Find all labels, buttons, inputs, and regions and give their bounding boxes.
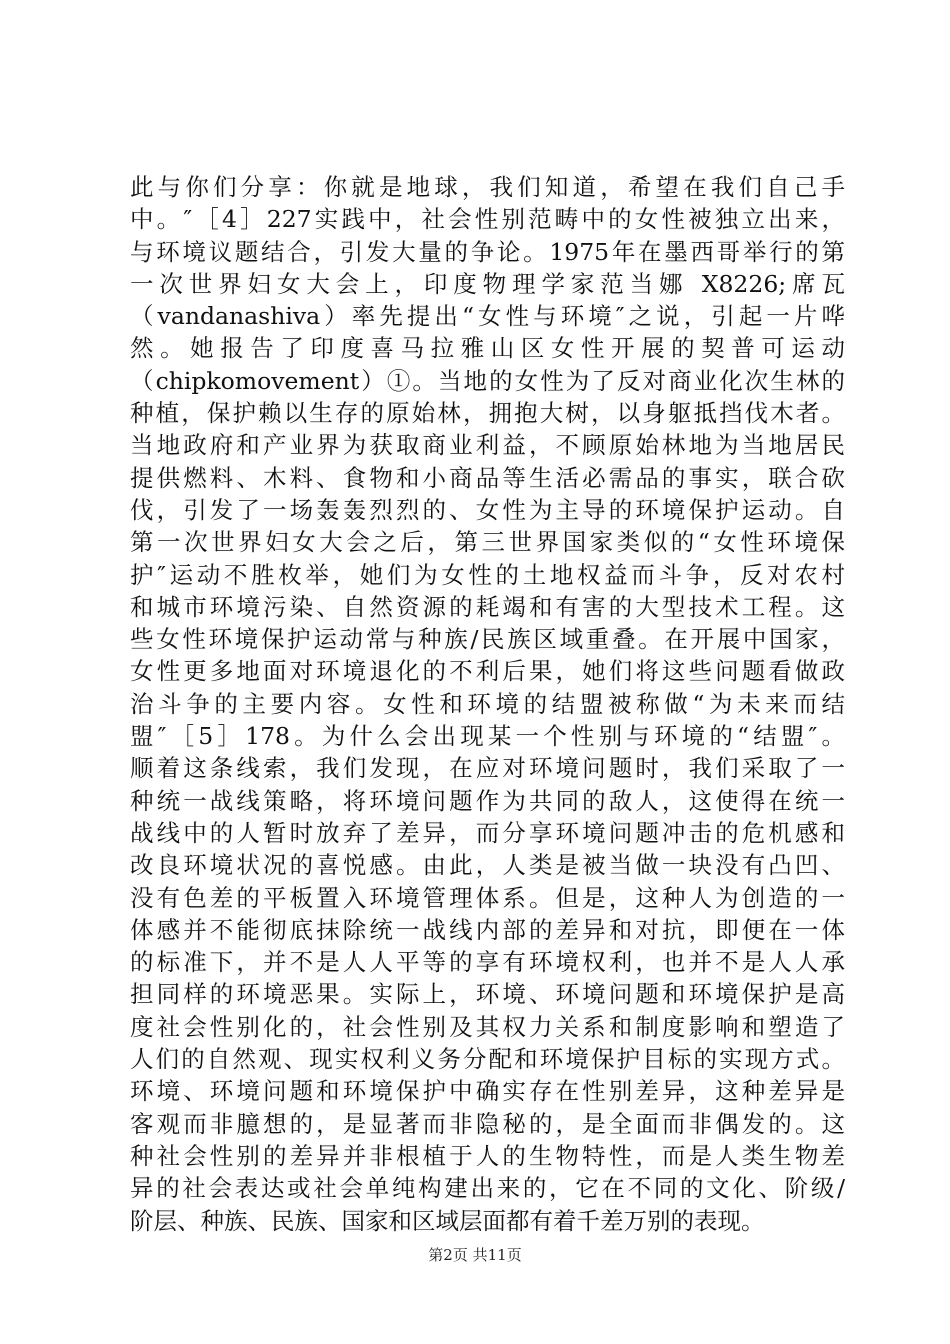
text-line: 此与你们分享：你就是地球，我们知道，希望在我们自己手 xyxy=(130,173,845,201)
page-footer xyxy=(0,1245,950,1265)
text-line: 体感并不能彻底抹除统一战线内部的差异和对抗，即便在一体 xyxy=(130,915,845,944)
text-line: 提供燃料、木料、食物和小商品等生活必需品的事实，联合砍 xyxy=(130,463,845,492)
text-line: 中。″［4］227实践中，社会性别范畴中的女性被独立出来， xyxy=(130,205,845,234)
text-line: 伐，引发了一场轰轰烈烈的、女性为主导的环境保护运动。自 xyxy=(130,495,845,524)
text-line: 治斗争的主要内容。女性和环境的结盟被称做“为未来而结 xyxy=(130,689,845,718)
text-line: 第一次世界妇女大会之后，第三世界国家类似的“女性环境保 xyxy=(130,528,845,557)
text-line: 异的社会表达或社会单纯构建出来的，它在不同的文化、阶级/ xyxy=(130,1174,845,1203)
text-line: 人们的自然观、现实权利义务分配和环境保护目标的实现方式。 xyxy=(130,1045,845,1074)
text-line: 然。她报告了印度喜马拉雅山区女性开展的契普可运动 xyxy=(130,334,845,363)
text-line: 盟″［5］178。为什么会出现某一个性别与环境的“结盟″。 xyxy=(130,722,846,751)
page-number: 第2页 共11页 xyxy=(428,1246,522,1264)
text-line: 和城市环境污染、自然资源的耗竭和有害的大型技术工程。这 xyxy=(130,592,845,621)
text-line: 的标准下，并不是人人平等的享有环境权利，也并不是人人承 xyxy=(130,948,845,977)
text-line: 客观而非臆想的，是显著而非隐秘的，是全面而非偶发的。这 xyxy=(130,1109,845,1138)
text-line: 护″运动不胜枚举，她们为女性的土地权益而斗争，反对农村 xyxy=(130,560,845,589)
text-line: 阶层、种族、民族、国家和区域层面都有着千差万别的表现。 xyxy=(130,1206,765,1235)
text-line: 担同样的环境恶果。实际上，环境、环境问题和环境保护是高 xyxy=(130,980,845,1009)
text-line: 一次世界妇女大会上，印度物理学家范当娜 X8226;席瓦 xyxy=(130,269,845,298)
text-line: 没有色差的平板置入环境管理体系。但是，这种人为创造的一 xyxy=(130,883,845,912)
text-line: 女性更多地面对环境退化的不利后果，她们将这些问题看做政 xyxy=(130,657,845,686)
text-line: 度社会性别化的，社会性别及其权力关系和制度影响和塑造了 xyxy=(130,1012,845,1041)
text-line: 环境、环境问题和环境保护中确实存在性别差异，这种差异是 xyxy=(130,1077,845,1106)
text-line: 当地政府和产业界为获取商业利益，不顾原始林地为当地居民 xyxy=(130,431,845,460)
text-line: 种统一战线策略，将环境问题作为共同的敌人，这使得在统一 xyxy=(130,786,845,815)
text-line: 战线中的人暂时放弃了差异，而分享环境问题冲击的危机感和 xyxy=(130,818,845,847)
text-line: 顺着这条线索，我们发现，在应对环境问题时，我们采取了一 xyxy=(130,754,845,783)
text-line: 改良环境状况的喜悦感。由此，人类是被当做一块没有凸凹、 xyxy=(130,851,845,880)
text-line: （chipkomovement）①。当地的女性为了反对商业化次生林的 xyxy=(130,366,845,395)
body-paragraph xyxy=(130,171,845,1237)
text-line: （vandanashiva）率先提出“女性与环境″之说，引起一片哗 xyxy=(130,302,845,331)
text-line: 与环境议题结合，引发大量的争论。1975年在墨西哥举行的第 xyxy=(130,237,845,266)
text-line: 些女性环境保护运动常与种族/民族区域重叠。在开展中国家， xyxy=(130,625,845,654)
text-line: 种植，保护赖以生存的原始林，拥抱大树，以身躯抵挡伐木者。 xyxy=(130,399,845,428)
text-line: 种社会性别的差异并非根植于人的生物特性，而是人类生物差 xyxy=(130,1141,845,1170)
